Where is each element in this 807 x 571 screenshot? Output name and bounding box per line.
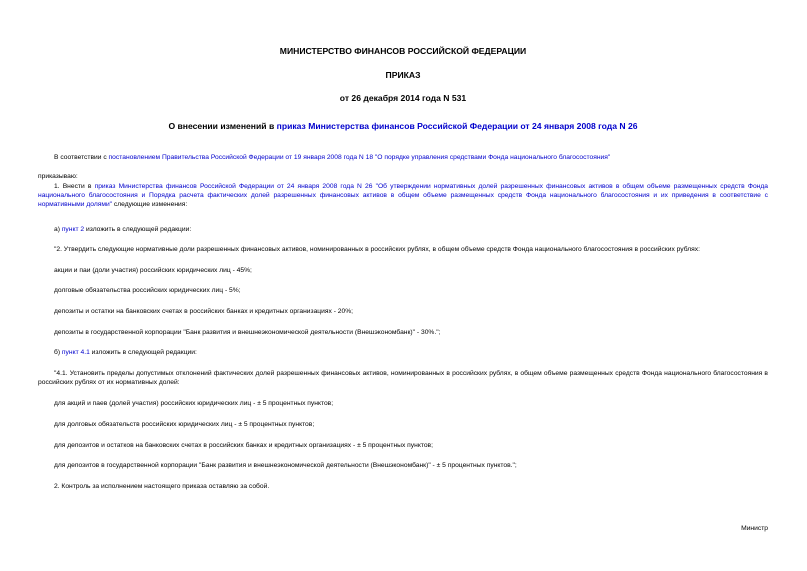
item-1-paragraph — [38, 182, 768, 210]
point-2-bonds-line: долговые обязательства российских юридических лиц - 5%; — [54, 287, 241, 294]
order-26-link[interactable]: приказ Министерства финансов Российской Федерации от 24 января 2008 года N 26 "Об утверждении нормативных долей разрешенных финансовых активов в общем объеме размещенных средств Фонда национального благосостояния и Порядка расчета фактических долей разрешенных финансовых активов в общем объеме размещенных средств Фонда национального благосостояния и их приведения в соответствие с нормативными долями" — [38, 183, 768, 209]
amended-order-title-link[interactable]: приказ Министерства финансов Российской Федерации от 24 января 2008 года N 26 — [276, 121, 638, 131]
point-4-1-deposits-line: для депозитов и остатков на банковских счетах в российских банках и кредитных организациях - ± 5 процентных пунктов; — [54, 442, 433, 449]
point-4-1-bonds-line: для долговых обязательств российских юридических лиц - ± 5 процентных пунктов; — [54, 421, 315, 428]
government-resolution-link[interactable]: постановлением Правительства Российской Федерации от 19 января 2008 года N 18 "О порядке управления средствами Фонда национального благосостояния" — [108, 154, 611, 161]
point-4-1-veb-line: для депозитов в государственной корпорации "Банк развития и внешнеэкономической деятельности (Внешэкономбанк)" - ± 5 процентных пунктов."; — [54, 462, 517, 469]
document-title-prefix: О внесении изменений в — [168, 121, 277, 131]
sub-item-a — [38, 225, 768, 234]
document-date-number: от 26 декабря 2014 года N 531 — [339, 93, 467, 103]
point-2-veb-line: депозиты в государственной корпорации "Банк развития и внешнеэкономической деятельности (Внешэкономбанк)" - 30%."; — [54, 329, 441, 336]
document-type-heading: ПРИКАЗ — [385, 70, 421, 80]
point-2-intro: "2. Утвердить следующие нормативные доли разрешенных финансовых активов, номинированных в российских рублях, в общем объеме средств Фонда национального благосостояния в российских рублях: — [54, 246, 700, 253]
sub-item-a-suffix: изложить в следующей редакции: — [84, 226, 192, 233]
sub-item-b — [38, 348, 768, 357]
signature-title: Министр — [741, 525, 768, 532]
point-2-deposits-line: депозиты и остатки на банковских счетах в российских банках и кредитных организациях - 20%; — [54, 308, 354, 315]
sub-item-a-prefix: а) — [54, 226, 62, 233]
sub-item-b-suffix: изложить в следующей редакции: — [89, 349, 197, 356]
point-2-shares-line: акции и паи (доли участия) российских юридических лиц - 45%; — [54, 267, 252, 274]
item-1-suffix: следующие изменения: — [112, 201, 188, 209]
point-4-1-link[interactable]: пункт 4.1 — [61, 349, 90, 356]
sub-item-b-prefix: б) — [54, 349, 62, 356]
preamble-paragraph — [38, 153, 768, 162]
document-title — [38, 121, 768, 132]
item-1-prefix: 1. Внести в — [54, 183, 95, 190]
ministry-heading: МИНИСТЕРСТВО ФИНАНСОВ РОССИЙСКОЙ ФЕДЕРАЦИИ — [279, 46, 527, 56]
document-page — [38, 0, 768, 571]
point-4-1-shares-line: для акций и паев (долей участия) российских юридических лиц - ± 5 процентных пунктов; — [54, 400, 334, 407]
item-2-paragraph: 2. Контроль за исполнением настоящего приказа оставляю за собой. — [54, 483, 270, 490]
order-word: приказываю: — [38, 173, 78, 180]
point-4-1-intro: "4.1. Установить пределы допустимых отклонений фактических долей разрешенных финансовых активов, номинированных в российских рублях, в общем объеме размещенных средств Фонда национального благосостояния в российских рублях от их нормативных долей: — [38, 370, 768, 387]
preamble-prefix: В соответствии с — [54, 154, 109, 161]
point-2-link[interactable]: пункт 2 — [61, 226, 85, 233]
